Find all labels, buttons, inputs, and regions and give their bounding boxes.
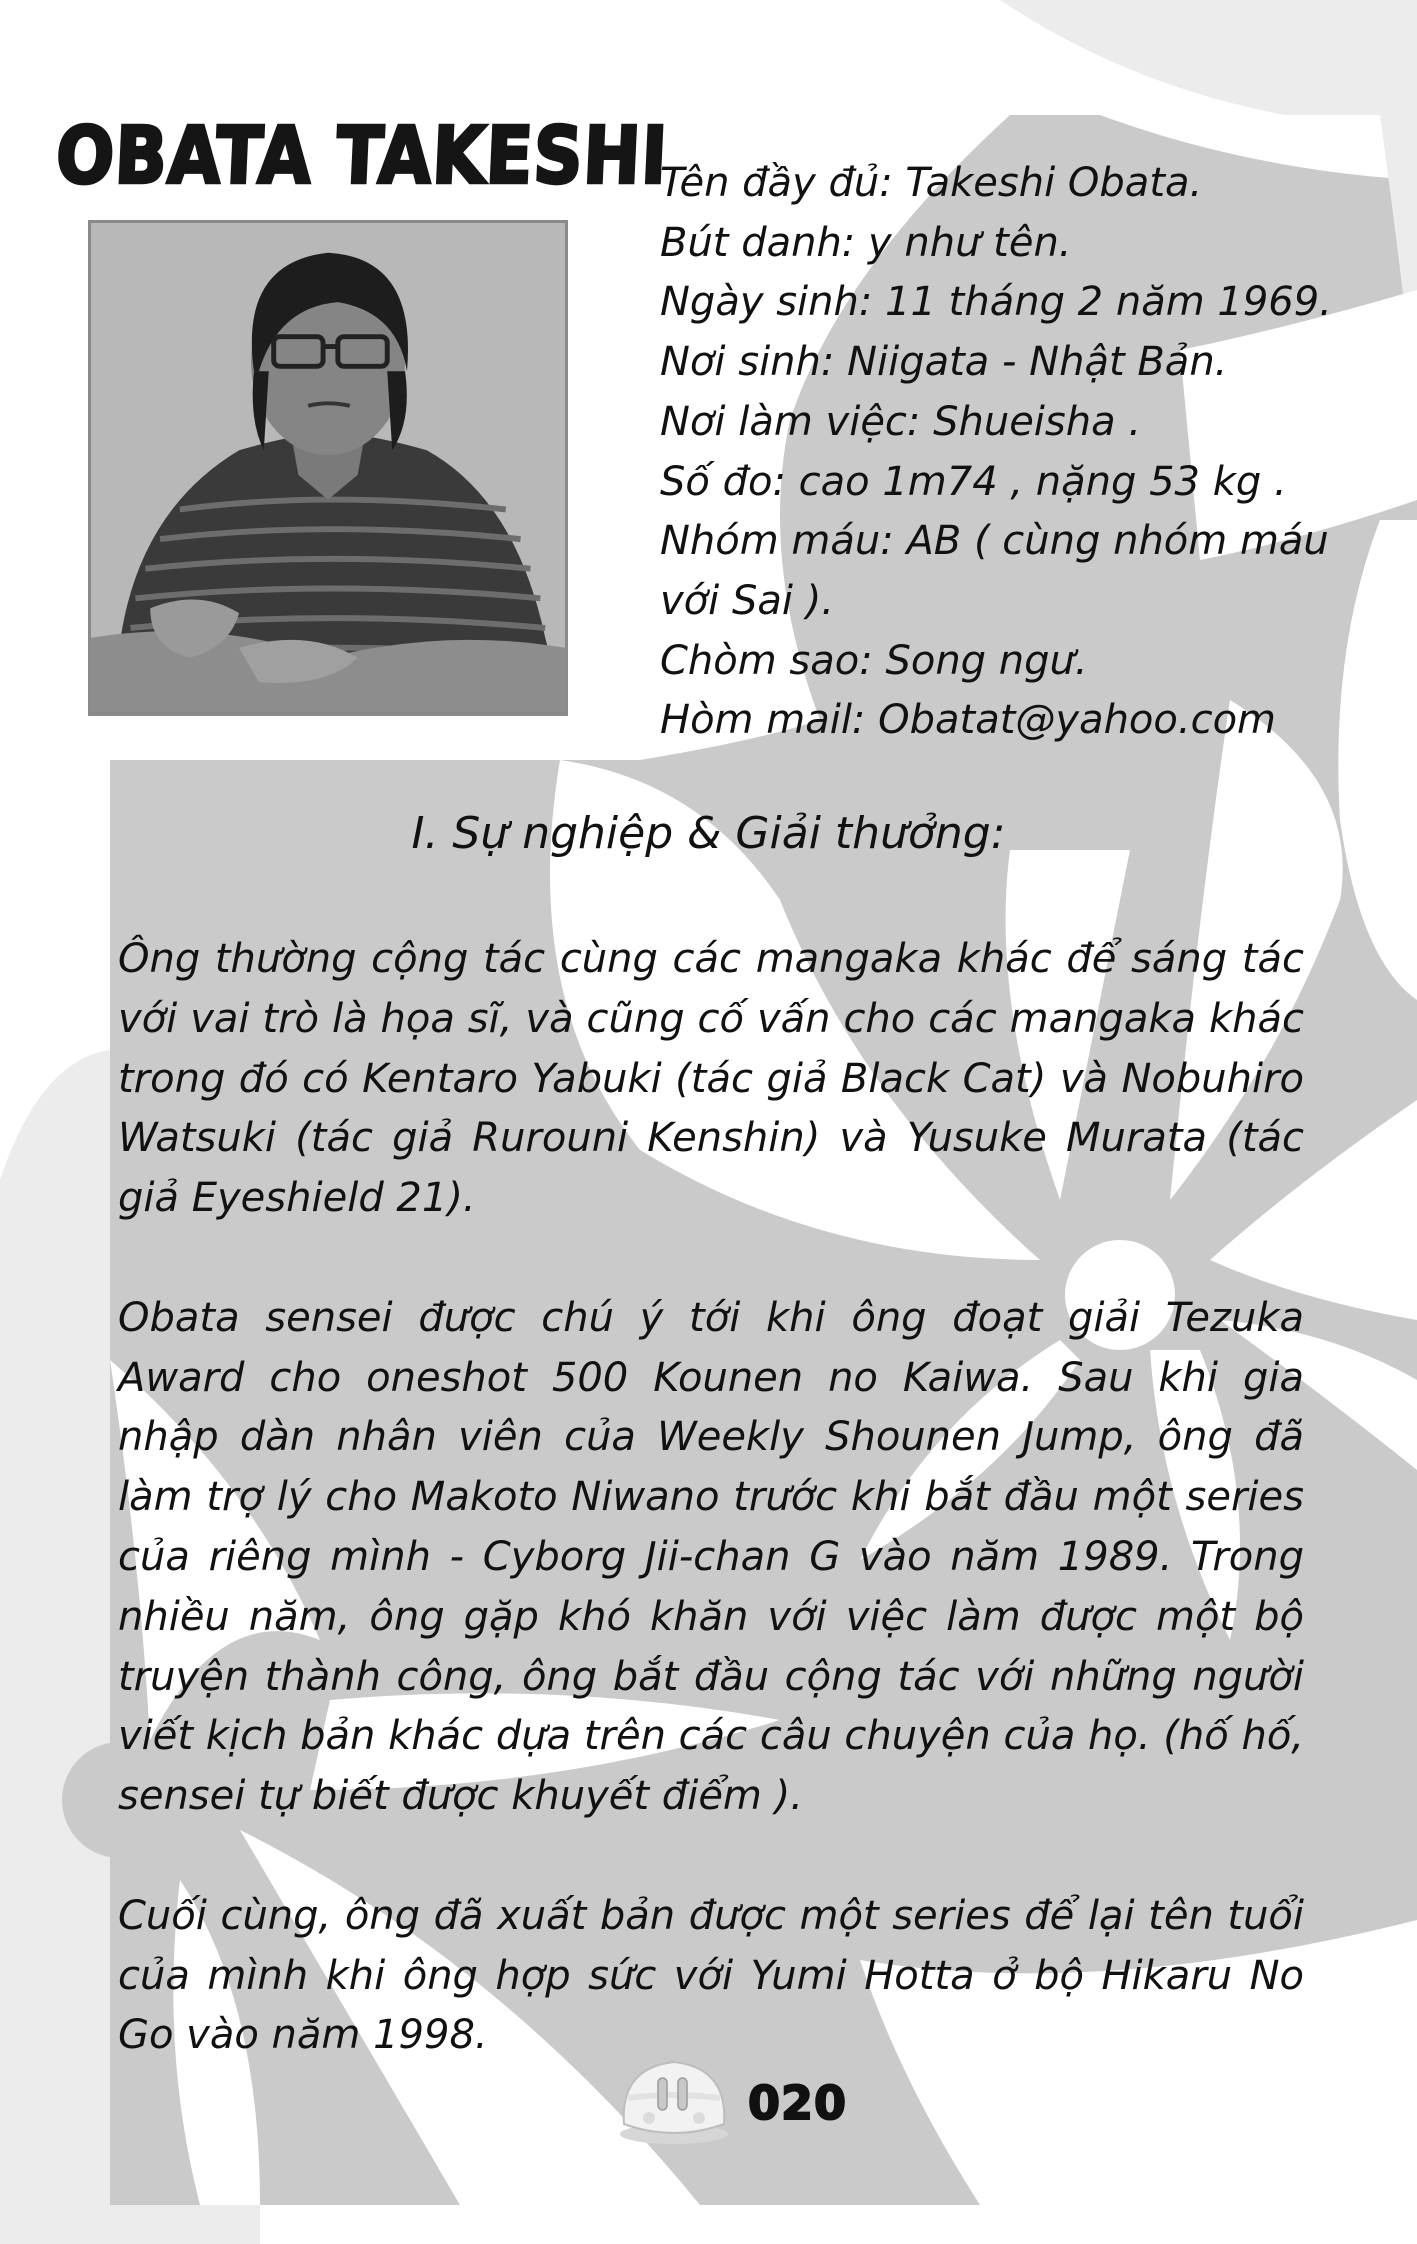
page-number: 020 [748, 2076, 848, 2130]
dango-mascot-icon [612, 2058, 742, 2148]
profile-blood-type-cont: với Sai ). [660, 577, 835, 624]
section-heading: I. Sự nghiệp & Giải thưởng: [411, 808, 1006, 859]
page-title: OBATA TAKESHI [54, 111, 670, 202]
career-text [118, 930, 1304, 2126]
profile-measurements: Số đo: cao 1m74 , nặng 53 kg . [660, 458, 1287, 505]
profile-email: Hòm mail: Obatat@yahoo.com [660, 697, 1277, 744]
profile-zodiac: Chòm sao: Song ngư. [660, 637, 1088, 684]
paragraph: Ông thường cộng tác cùng các mangaka khác để sáng tác với vai trò là họa sĩ, và cũng cố vấn cho các mangaka khác trong đó có Kentaro Yabuki (tác giả Black Cat) và Nobuhiro Watsuki (tác giả Rurouni Kenshin) và Yusuke Murata (tác giả Eyeshield 21). [118, 936, 1304, 1222]
profile-full-name: Tên đầy đủ: Takeshi Obata. [660, 160, 1203, 206]
portrait-photo-icon [91, 223, 565, 713]
author-photo [88, 220, 568, 716]
paragraph: Cuối cùng, ông đã xuất bản được một series để lại tên tuổi của mình khi ông hợp sức với Yumi Hotta ở bộ Hikaru No Go vào năm 1998. [118, 1892, 1304, 2059]
profile-blood-type: Nhóm máu: AB ( cùng nhóm máu [660, 518, 1329, 565]
page-footer [612, 2058, 847, 2148]
profile-pen-name: Bút danh: y như tên. [660, 219, 1072, 266]
profile-workplace: Nơi làm việc: Shueisha . [660, 398, 1142, 445]
paragraph: Obata sensei được chú ý tới khi ông đoạt giải Tezuka Award cho oneshot 500 Kounen no Kaiwa. Sau khi gia nhập dàn nhân viên của Weekly Shounen Jump, ông đã làm trợ lý cho Makoto Niwano trước khi bắt đầu một series của riêng mình - Cyborg Jii-chan G vào năm 1989. Trong nhiều năm, ông gặp khó khăn với việc làm được một bộ truyện thành công, ông bắt đầu cộng tác với những người viết kịch bản khác dựa trên các câu chuyện của họ. (hố hố, sensei tự biết được khuyết điểm ). [118, 1294, 1304, 1820]
profile-birthday: Ngày sinh: 11 tháng 2 năm 1969. [660, 279, 1332, 326]
profile-birthplace: Nơi sinh: Niigata - Nhật Bản. [660, 339, 1228, 386]
profile-info [660, 154, 1332, 751]
